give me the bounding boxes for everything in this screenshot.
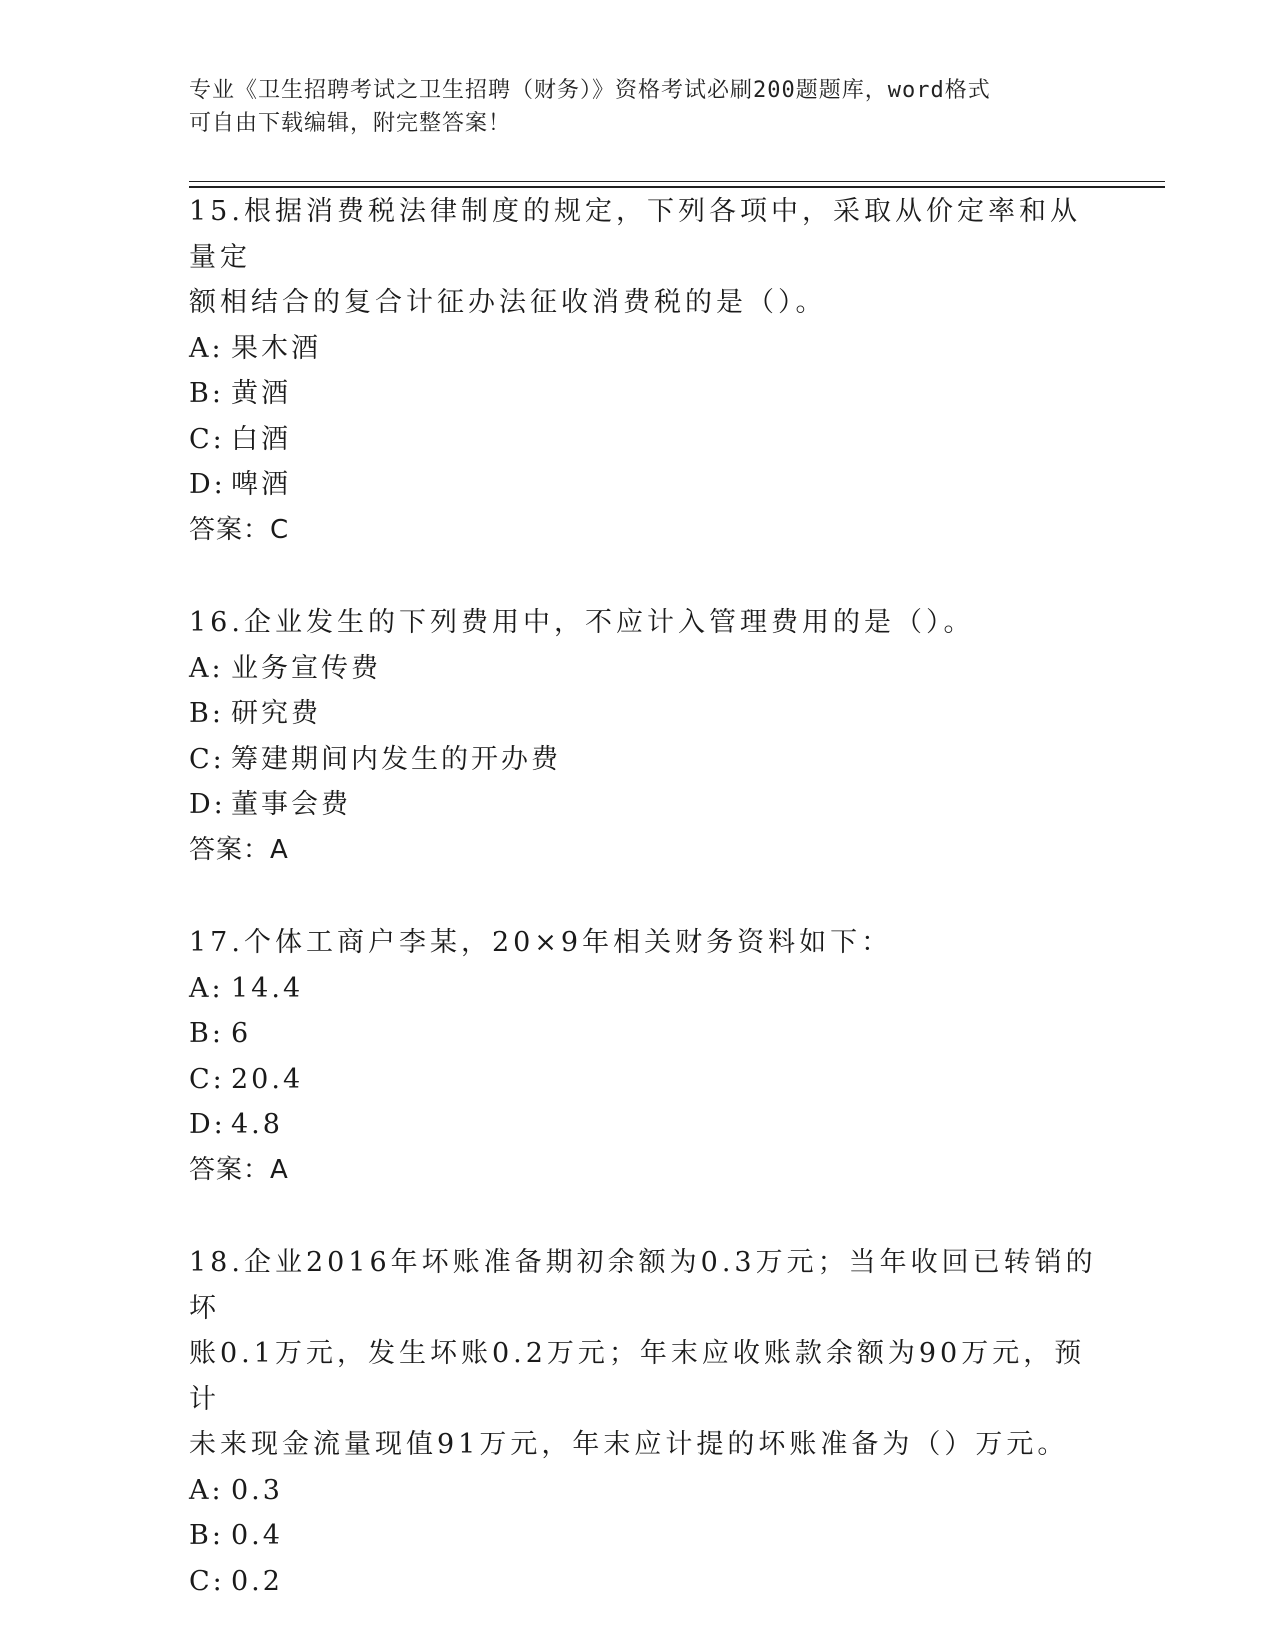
option-b: [189, 371, 1109, 417]
option-key: D:: [189, 789, 226, 820]
question-stem-line: 15.根据消费税法律制度的规定，下列各项中，采取从价定率和从量定: [189, 196, 1081, 273]
option-text: 筹建期间内发生的开办费: [231, 743, 561, 775]
question-stem-line: 未来现金流量现值91万元，年末应计提的坏账准备为（）万元。: [189, 1429, 1069, 1460]
option-key: C:: [189, 1063, 225, 1095]
option-key: B:: [189, 698, 224, 729]
option-b: [189, 1011, 1109, 1057]
answer-line: 答案：C: [189, 514, 290, 545]
option-a: [189, 966, 1109, 1012]
question-item: [189, 600, 1109, 873]
option-key: B:: [189, 1520, 224, 1551]
question-stem-line: 账0.1万元，发生坏账0.2万元；年末应收账款余额为90万元，预计: [189, 1338, 1086, 1415]
option-a: [189, 646, 1109, 692]
question-stem-line: 16.企业发生的下列费用中，不应计入管理费用的是（）。: [189, 607, 975, 638]
option-c: [189, 1559, 1109, 1605]
document-header: [189, 74, 1089, 140]
question-item: [189, 920, 1109, 1193]
option-key: A:: [189, 972, 224, 1004]
option-b: [189, 691, 1109, 737]
option-key: B:: [189, 378, 224, 409]
question-item: [189, 1240, 1109, 1604]
option-text: 0.3: [231, 1474, 283, 1506]
option-d: [189, 1102, 1109, 1148]
question-list: [189, 189, 1109, 1651]
option-d: [189, 462, 1109, 508]
option-d: [189, 782, 1109, 828]
question-item: [189, 189, 1109, 553]
question-stem-line: 18.企业2016年坏账准备期初余额为0.3万元；当年收回已转销的坏: [189, 1247, 1097, 1324]
option-key: D:: [189, 1109, 226, 1140]
option-c: [189, 737, 1109, 783]
header-divider-thick: [189, 186, 1165, 188]
option-key: A:: [189, 652, 224, 684]
option-key: C:: [189, 423, 225, 455]
header-line-1: 专业《卫生招聘考试之卫生招聘（财务）》资格考试必刷200题题库，word格式: [189, 78, 991, 103]
option-a: [189, 1468, 1109, 1514]
option-text: 白酒: [231, 423, 291, 455]
header-divider-thin: [189, 181, 1165, 182]
option-text: 0.4: [231, 1520, 283, 1551]
answer-line: 答案：A: [189, 834, 289, 865]
option-text: 黄酒: [231, 378, 291, 409]
option-b: [189, 1513, 1109, 1559]
option-text: 4.8: [231, 1109, 283, 1140]
option-text: 0.2: [231, 1565, 283, 1597]
option-key: B:: [189, 1018, 224, 1049]
option-key: D:: [189, 469, 226, 500]
option-key: A:: [189, 332, 224, 364]
option-a: [189, 326, 1109, 372]
option-text: 研究费: [231, 698, 321, 729]
option-text: 20.4: [231, 1063, 304, 1095]
option-key: C:: [189, 1565, 225, 1597]
question-stem-line: 额相结合的复合计征办法征收消费税的是（）。: [189, 287, 827, 318]
option-key: C:: [189, 743, 225, 775]
option-key: A:: [189, 1474, 224, 1506]
option-text: 果木酒: [231, 332, 321, 364]
answer-line: 答案：A: [189, 1154, 289, 1185]
option-c: [189, 417, 1109, 463]
option-text: 董事会费: [231, 789, 351, 820]
option-text: 业务宣传费: [231, 652, 381, 684]
option-text: 14.4: [231, 972, 304, 1004]
header-line-2: 可自由下载编辑，附完整答案！: [189, 111, 512, 136]
option-text: 6: [231, 1018, 252, 1049]
option-text: 啤酒: [231, 469, 291, 500]
question-stem-line: 17.个体工商户李某，20×9年相关财务资料如下：: [189, 927, 893, 958]
option-c: [189, 1057, 1109, 1103]
